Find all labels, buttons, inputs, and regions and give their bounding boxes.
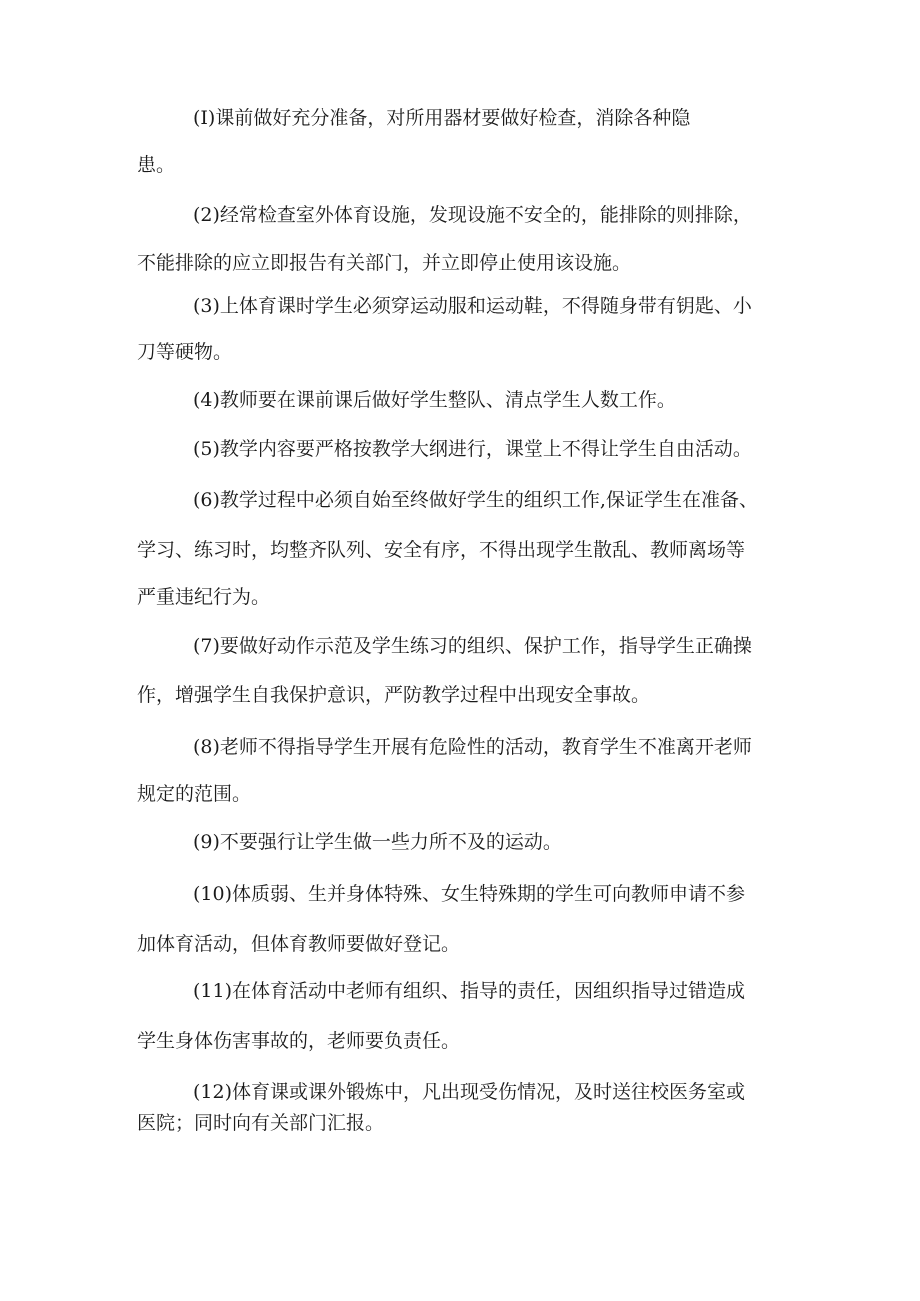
rule-6-line-1: (6)教学过程中必须自始至终做好学生的组织工作,保证学生在准备、: [193, 489, 758, 511]
rule-10-line-2: 加体育活动，但体育教师要做好登记。: [137, 933, 461, 955]
rule-6-line-2: 学习、练习时，均整齐队列、安全有序，不得出现学生散乱、教师离场等: [137, 539, 746, 561]
rule-2-line-2: 不能排除的应立即报告有关部门，并立即停止使用该设施。: [137, 252, 632, 274]
rule-6-line-3: 严重违纪行为。: [137, 586, 271, 608]
rule-1-line-2: 患。: [137, 154, 176, 176]
rule-11-line-1: (11)在体育活动中老师有组织、指导的责任，因组织指导过错造成: [193, 980, 746, 1002]
rule-11-line-2: 学生身体伤害事故的，老师要负责任。: [137, 1030, 461, 1052]
rule-12-line-1: (12)体育课或课外锻炼中，凡出现受伤情况，及时送往校医务室或: [193, 1081, 746, 1103]
rule-8-line-1: (8)老师不得指导学生开展有危险性的活动，教育学生不准离开老师: [193, 736, 752, 758]
rule-5-line-1: (5)教学内容要严格按教学大纲进行，课堂上不得让学生自由活动。: [193, 438, 752, 460]
rule-7-line-2: 作，增强学生自我保护意识，严防教学过程中出现安全事故。: [137, 684, 651, 706]
rule-12-line-2: 医院；同时向有关部门汇报。: [137, 1112, 385, 1134]
rule-4-line-1: (4)教师要在课前课后做好学生整队、清点学生人数工作。: [193, 389, 676, 411]
rule-3-line-2: 刀等硬物。: [137, 341, 233, 363]
rule-1-line-1: (I)课前做好充分准备，对所用器材要做好检查，消除各种隐: [193, 107, 691, 129]
rule-9-line-1: (9)不要强行让学生做一些力所不及的运动。: [193, 831, 562, 853]
rule-7-line-1: (7)要做好动作示范及学生练习的组织、保护工作，指导学生正确操: [193, 635, 752, 657]
rule-2-line-1: (2)经常检查室外体育设施，发现设施不安全的，能排除的则排除，: [193, 204, 752, 226]
rule-3-line-1: (3)上体育课时学生必须穿运动服和运动鞋，不得随身带有钥匙、小: [193, 295, 752, 317]
rule-10-line-1: (10)体质弱、生并身体特殊、女生特殊期的学生可向教师申请不参: [193, 883, 746, 905]
rule-8-line-2: 规定的范围。: [137, 783, 252, 805]
